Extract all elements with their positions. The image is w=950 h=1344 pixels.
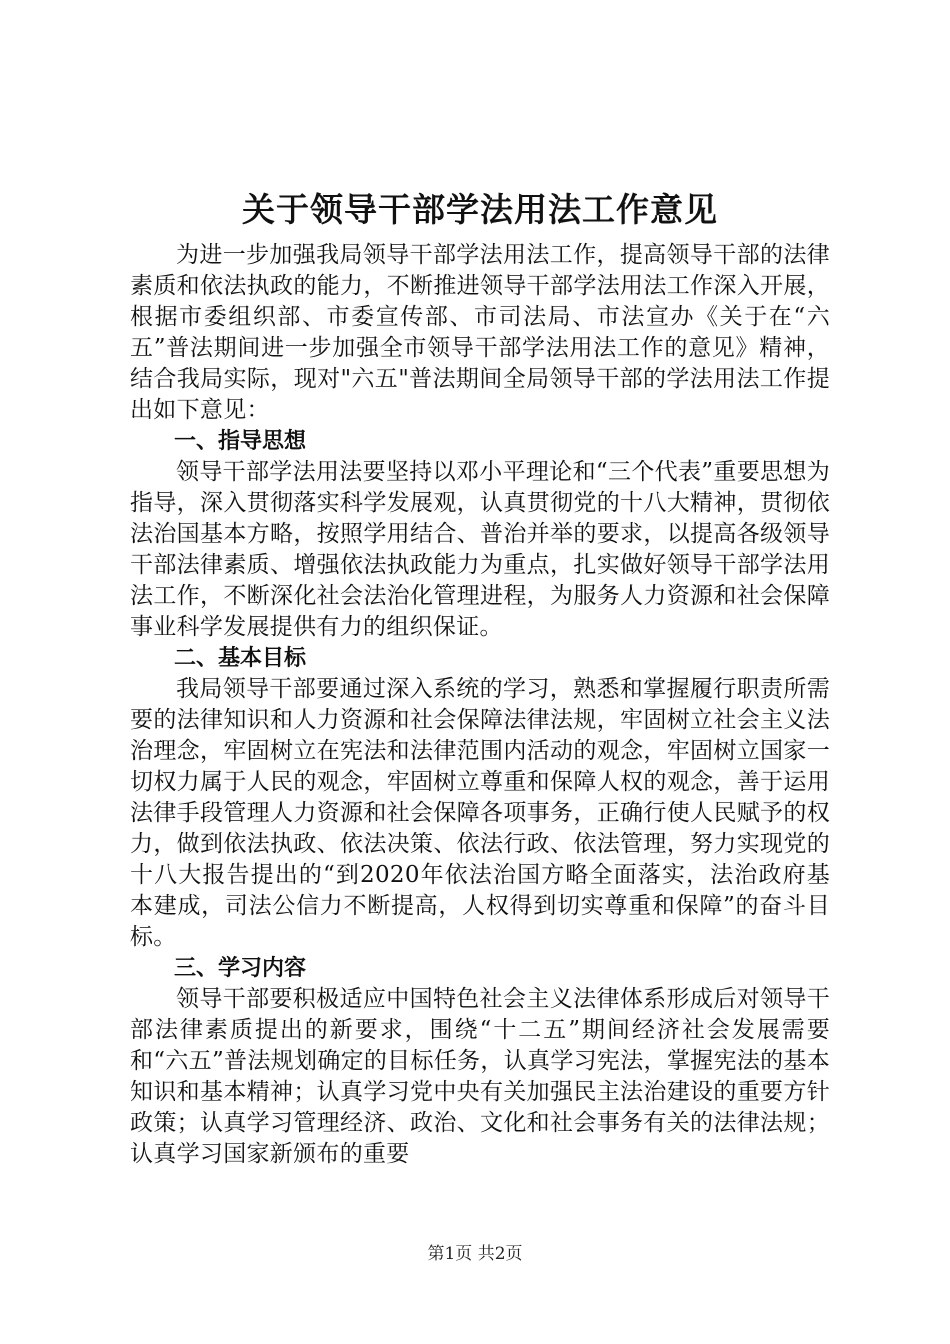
section-heading-guiding-ideology: 一、指导思想 bbox=[174, 429, 307, 454]
section-body-study-content: 领导干部要积极适应中国特色社会主义法律体系形成后对领导干部法律素质提出的新要求，围绕“十二五”期间经济社会发展需要和“六五”普法规划确定的目标任务，认真学习宪法，掌握宪法的基本知识和基本精神；认真学习党中央有关加强民主法治建设的重要方针政策；认真学习管理经济、政治、文化和社会事务有关的法律法规；认真学习国家新颁布的重要 bbox=[130, 986, 830, 1167]
section-heading-basic-goals: 二、基本目标 bbox=[174, 646, 307, 671]
section-body-guiding-ideology: 领导干部学法用法要坚持以邓小平理论和“三个代表”重要思想为指导，深入贯彻落实科学发展观，认真贯彻党的十八大精神，贯彻依法治国基本方略，按照学用结合、普治并举的要求，以提高各级领导干部法律素质、增强依法执政能力为重点，扎实做好领导干部学法用法工作，不断深化社会法治化管理进程，为服务人力资源和社会保障事业科学发展提供有力的组织保证。 bbox=[130, 459, 830, 640]
document-title: 关于领导干部学法用法工作意见 bbox=[242, 190, 718, 229]
page-number-footer: 第1页 共2页 bbox=[427, 1244, 523, 1264]
section-heading-study-content: 三、学习内容 bbox=[174, 956, 307, 981]
section-body-basic-goals: 我局领导干部要通过深入系统的学习，熟悉和掌握履行职责所需要的法律知识和人力资源和社会保障法律法规，牢固树立社会主义法治理念，牢固树立在宪法和法律范围内活动的观念，牢固树立国家一切权力属于人民的观念，牢固树立尊重和保障人权的观念，善于运用法律手段管理人力资源和社会保障各项事务，正确行使人民赋予的权力，做到依法执政、依法决策、依法行政、依法管理，努力实现党的十八大报告提出的“到2020年依法治国方略全面落实，法治政府基本建成，司法公信力不断提高，人权得到切实尊重和保障”的奋斗目标。 bbox=[130, 676, 830, 950]
document-body bbox=[130, 188, 830, 1170]
intro-paragraph: 为进一步加强我局领导干部学法用法工作，提高领导干部的法律素质和依法执政的能力，不断推进领导干部学法用法工作深入开展，根据市委组织部、市委宣传部、市司法局、市法宣办《关于在“六五”普法期间进一步加强全市领导干部学法用法工作的意见》精神，结合我局实际，现对"六五"普法期间全局领导干部的学法用法工作提出如下意见： bbox=[130, 242, 830, 423]
